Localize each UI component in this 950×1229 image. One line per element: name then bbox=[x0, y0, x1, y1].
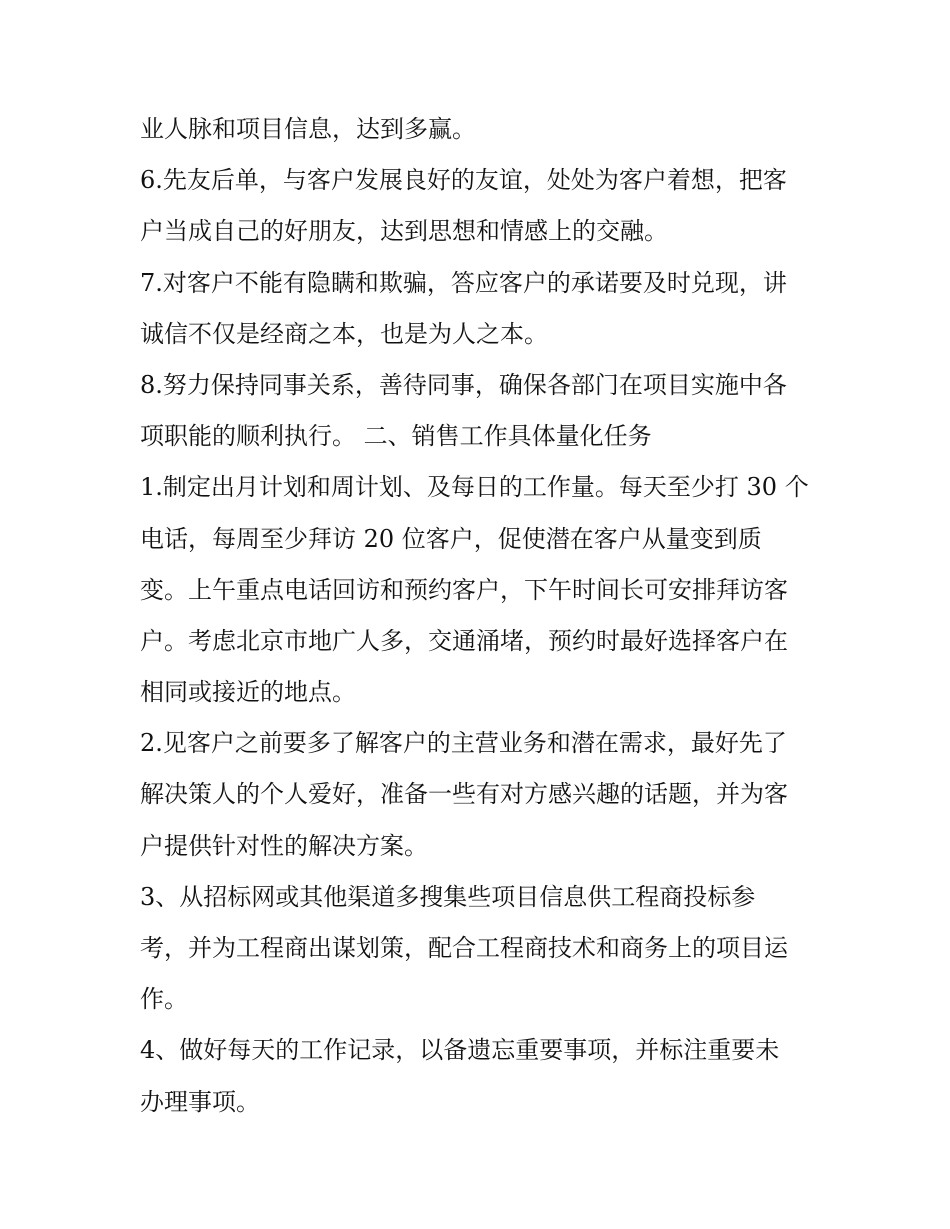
text-line: 解决策人的个人爱好，准备一些有对方感兴趣的话题，并为客 bbox=[140, 780, 788, 809]
text-line: 2.见客户之前要多了解客户的主营业务和潜在需求，最好先了 bbox=[140, 729, 787, 758]
text-line: 作。 bbox=[140, 985, 188, 1014]
text-line: 办理事项。 bbox=[140, 1087, 260, 1116]
text-line: 1.制定出月计划和周计划、及每日的工作量。每天至少打 30 个 bbox=[140, 473, 809, 502]
text-line: 项职能的顺利执行。 二、销售工作具体量化任务 bbox=[140, 422, 652, 451]
text-line: 户。考虑北京市地广人多，交通涌堵，预约时最好选择客户在 bbox=[140, 626, 788, 655]
text-line: 8.努力保持同事关系，善待同事，确保各部门在项目实施中各 bbox=[140, 370, 787, 399]
text-line: 变。上午重点电话回访和预约客户，下午时间长可安排拜访客 bbox=[140, 575, 788, 604]
text-line: 相同或接近的地点。 bbox=[140, 678, 356, 707]
text-line: 业人脉和项目信息，达到多赢。 bbox=[140, 115, 476, 143]
text-line: 考，并为工程商出谋划策，配合工程商技术和商务上的项目运 bbox=[140, 934, 788, 962]
text-line: 4、做好每天的工作记录，以备遗忘重要事项，并标注重要未 bbox=[140, 1036, 780, 1065]
text-line: 6.先友后单，与客户发展良好的友谊，处处为客户着想，把客 bbox=[140, 166, 787, 195]
text-line: 3、从招标网或其他渠道多搜集些项目信息供工程商投标参 bbox=[140, 882, 756, 911]
text-line: 电话，每周至少拜访 20 位客户，促使潜在客户从量变到质 bbox=[140, 524, 762, 553]
text-line: 户当成自己的好朋友，达到思想和情感上的交融。 bbox=[140, 217, 668, 246]
text-line: 户提供针对性的解决方案。 bbox=[140, 831, 428, 860]
text-line: 诚信不仅是经商之本，也是为人之本。 bbox=[140, 319, 548, 348]
document-body bbox=[140, 104, 820, 1128]
text-line: 7.对客户不能有隐瞒和欺骗，答应客户的承诺要及时兑现，讲 bbox=[140, 268, 787, 297]
